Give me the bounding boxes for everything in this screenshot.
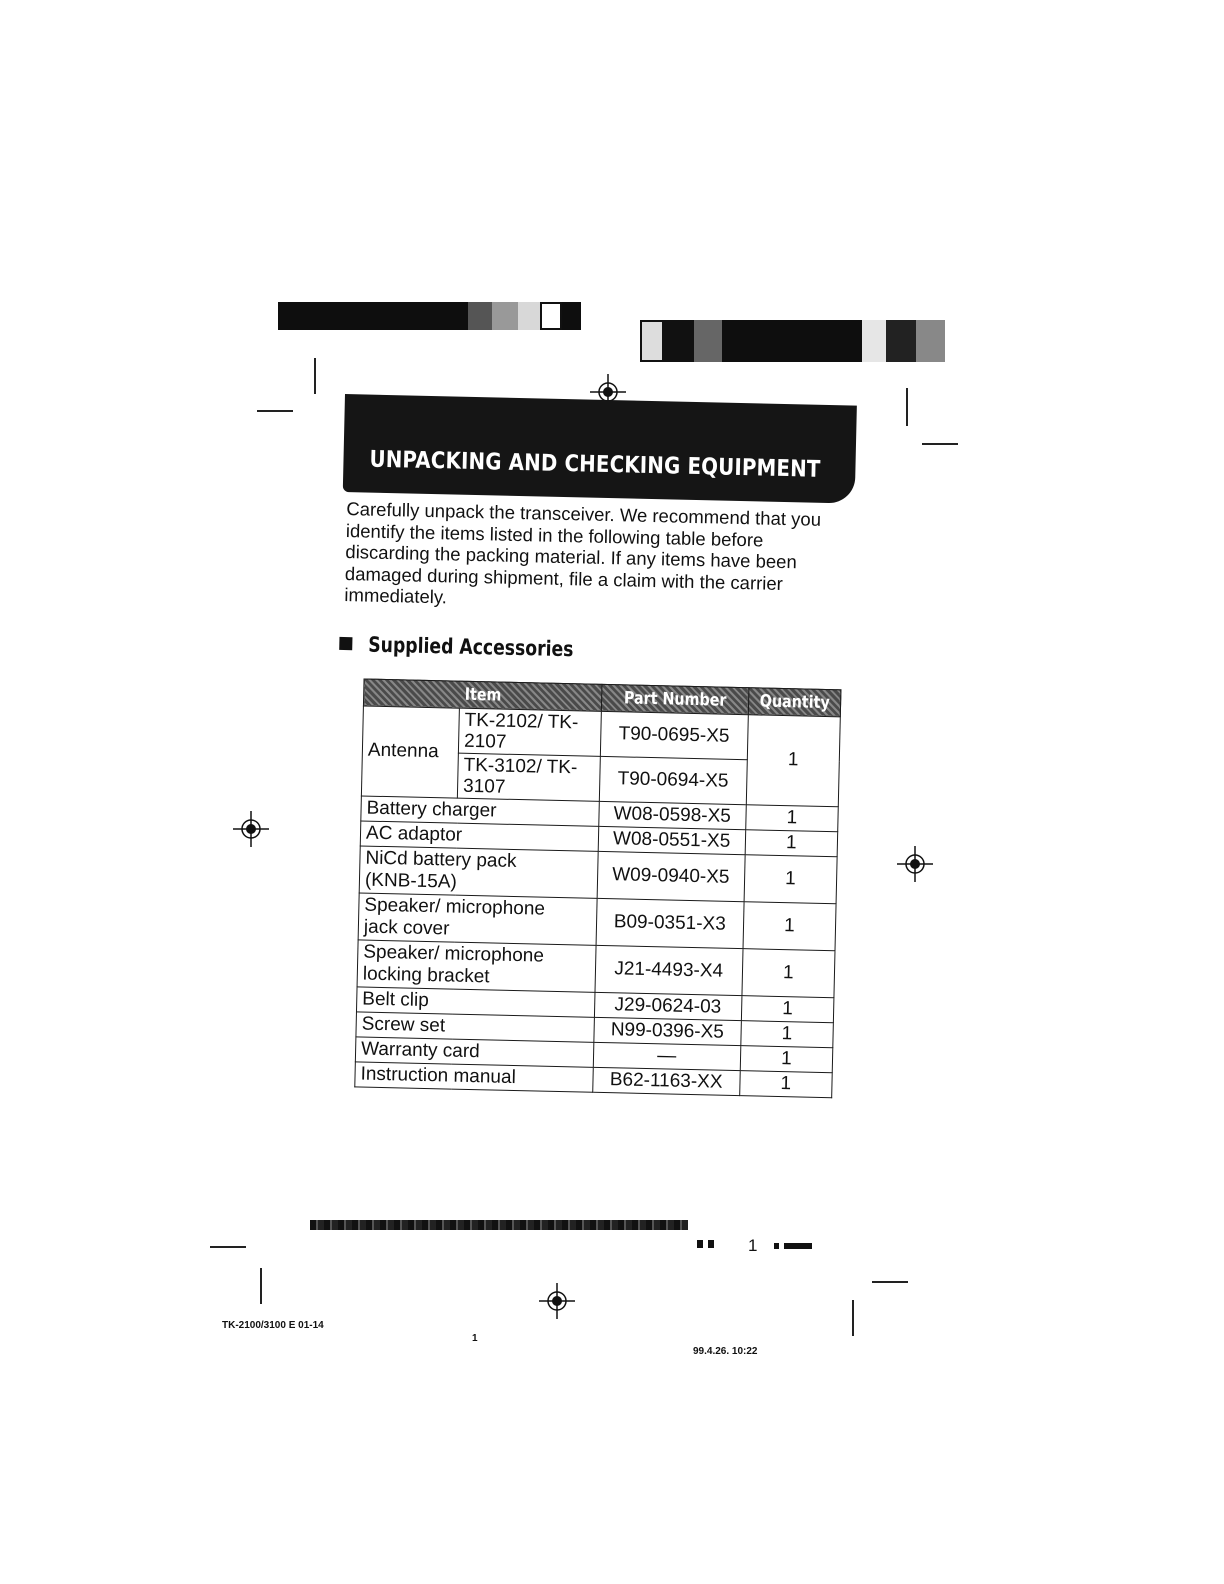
part-number: J29-0624-03	[594, 992, 742, 1020]
registration-target-icon	[897, 846, 933, 882]
crop-mark	[257, 410, 293, 412]
part-number: T90-0694-X5	[599, 756, 747, 804]
accessories-table	[354, 678, 841, 1098]
quantity: 1	[746, 714, 840, 806]
item-name: Screw set	[356, 1011, 594, 1041]
registration-target-icon	[539, 1283, 575, 1319]
footer-rule-dot	[774, 1243, 779, 1249]
registration-bar-right	[640, 320, 945, 362]
footer-rule-dot	[708, 1240, 714, 1248]
part-number: J21-4493-X4	[595, 945, 743, 995]
crop-mark	[852, 1300, 854, 1336]
quantity: 1	[741, 995, 834, 1022]
part-number: —	[593, 1042, 741, 1070]
antenna-model: TK-3102/ TK-3107	[457, 753, 600, 801]
intro-paragraph: Carefully unpack the transceiver. We recommend that you identify the items listed in the following table before discarding the packing material. If any items have been damaged during shipment, file a claim with the carrier immediately.	[344, 498, 822, 608]
item-name: Warranty card	[355, 1036, 593, 1066]
table-row	[362, 705, 840, 761]
item-name: Belt clip	[356, 986, 594, 1016]
quantity: 1	[740, 1045, 833, 1072]
part-number: T90-0695-X5	[600, 711, 748, 759]
crop-mark	[872, 1281, 908, 1283]
item-name: Instruction manual	[355, 1061, 593, 1091]
part-number: W08-0551-X5	[598, 826, 746, 854]
item-name: Speaker/ microphone locking bracket	[357, 939, 596, 991]
crop-mark	[922, 443, 958, 445]
quantity: 1	[745, 804, 838, 831]
bullet-square-icon	[339, 637, 352, 650]
slug-center: 1	[472, 1333, 478, 1344]
crop-mark	[210, 1246, 246, 1248]
item-name: NiCd battery pack (KNB-15A)	[359, 845, 598, 897]
page-title: UNPACKING AND CHECKING EQUIPMENT	[369, 446, 821, 483]
part-number: B62-1163-XX	[592, 1067, 740, 1095]
slug-right: 99.4.26. 10:22	[693, 1346, 758, 1357]
section-heading-text: Supplied Accessories	[368, 632, 574, 661]
title-band	[343, 394, 857, 504]
registration-bar-left	[278, 302, 581, 330]
quantity: 1	[739, 1070, 832, 1097]
part-number: N99-0396-X5	[594, 1017, 742, 1045]
crop-mark	[314, 358, 316, 394]
item-name: AC adaptor	[360, 820, 598, 850]
registration-target-icon	[233, 811, 269, 847]
header-item: Item	[363, 679, 601, 711]
footer-rule	[310, 1220, 688, 1230]
section-heading	[339, 631, 851, 667]
antenna-label: Antenna	[361, 705, 459, 797]
quantity: 1	[743, 901, 836, 950]
part-number: B09-0351-X3	[596, 898, 744, 948]
page-number: 1	[748, 1236, 758, 1255]
antenna-model: TK-2102/ TK-2107	[458, 708, 601, 756]
header-part-number: Part Number	[601, 684, 749, 714]
header-quantity: Quantity	[748, 687, 841, 716]
quantity: 1	[744, 854, 837, 903]
part-number: W08-0598-X5	[598, 801, 746, 829]
item-name: Battery charger	[361, 795, 599, 825]
quantity: 1	[742, 948, 835, 997]
quantity: 1	[741, 1020, 834, 1047]
quantity: 1	[745, 829, 838, 856]
item-name: Speaker/ microphone jack cover	[358, 892, 597, 944]
crop-mark	[260, 1268, 262, 1304]
footer-rule-dot	[784, 1243, 812, 1249]
slug-left: TK-2100/3100 E 01-14	[222, 1320, 324, 1331]
page-content	[329, 394, 857, 1098]
part-number: W09-0940-X5	[597, 851, 745, 901]
footer-rule-dot	[697, 1240, 703, 1248]
crop-mark	[906, 388, 908, 426]
